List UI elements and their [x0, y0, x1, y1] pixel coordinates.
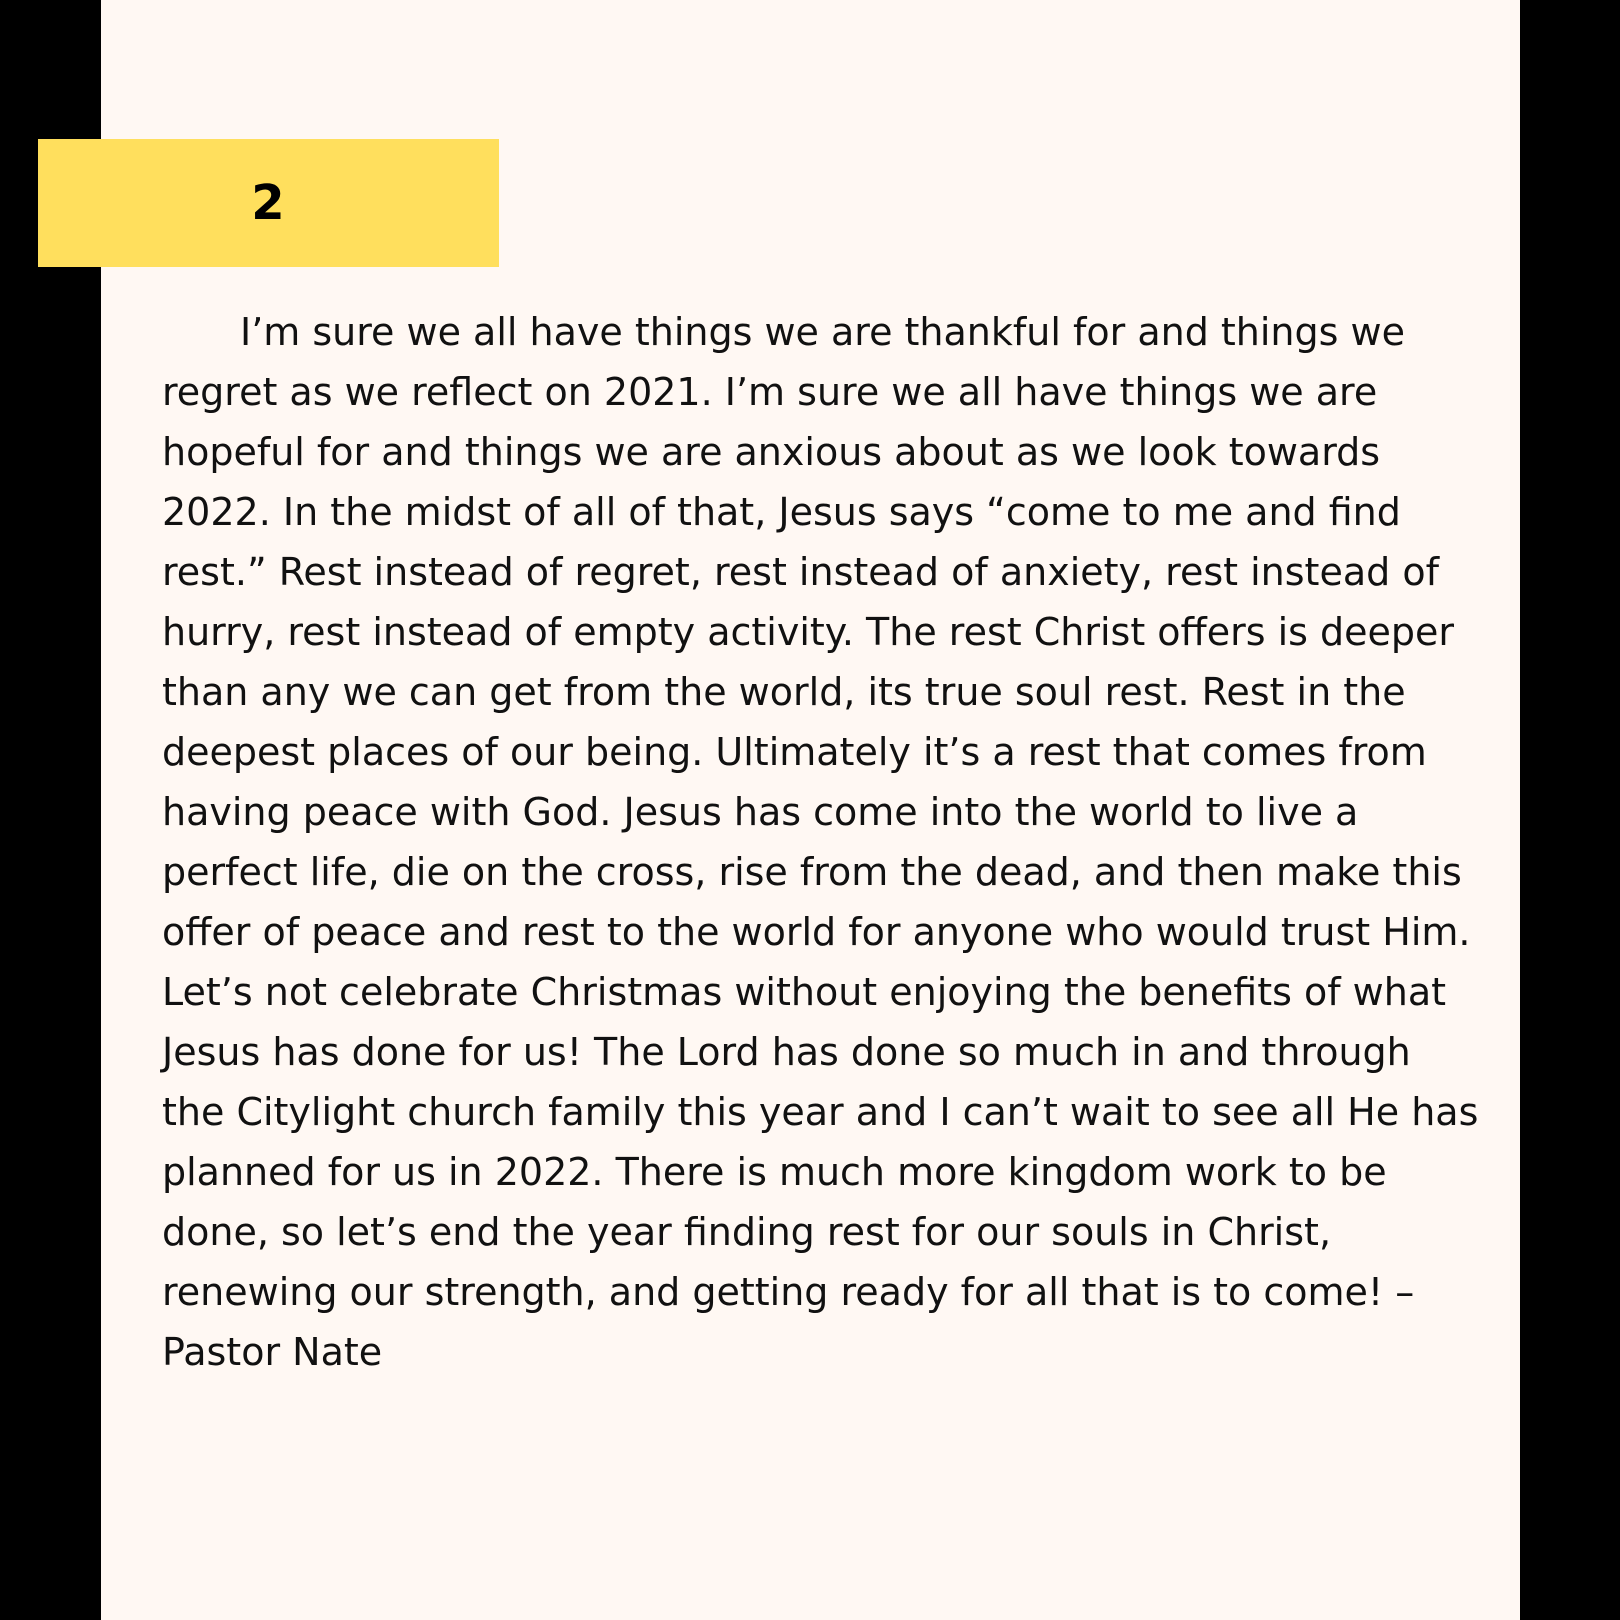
- page-number: 2: [251, 175, 286, 231]
- page-number-tab: [38, 139, 499, 267]
- body-paragraph: I’m sure we all have things we are thankful for and things we regret as we reflect on 2021. I’m sure we all have things we are hopeful for and things we are anxious about as we look towards 2022. In the midst of all of that, Jesus says “come to me and find rest.” Rest instead of regret, rest instead of anxiety, rest instead of hurry, rest instead of empty activity. The rest Christ offers is deeper than any we can get from the world, its true soul rest. Rest in the deepest places of our being. Ultimately it’s a rest that comes from having peace with God. Jesus has come into the world to live a perfect life, die on the cross, rise from the dead, and then make this offer of peace and rest to the world for anyone who would trust Him. Let’s not celebrate Christmas without enjoying the benefits of what Jesus has done for us! The Lord has done so much in and through the Citylight church family this year and I can’t wait to see all He has planned for us in 2022. There is much more kingdom work to be done, so let’s end the year finding rest for our souls in Christ, renewing our strength, and getting ready for all that is to come! – Pastor Nate: [162, 310, 1479, 1374]
